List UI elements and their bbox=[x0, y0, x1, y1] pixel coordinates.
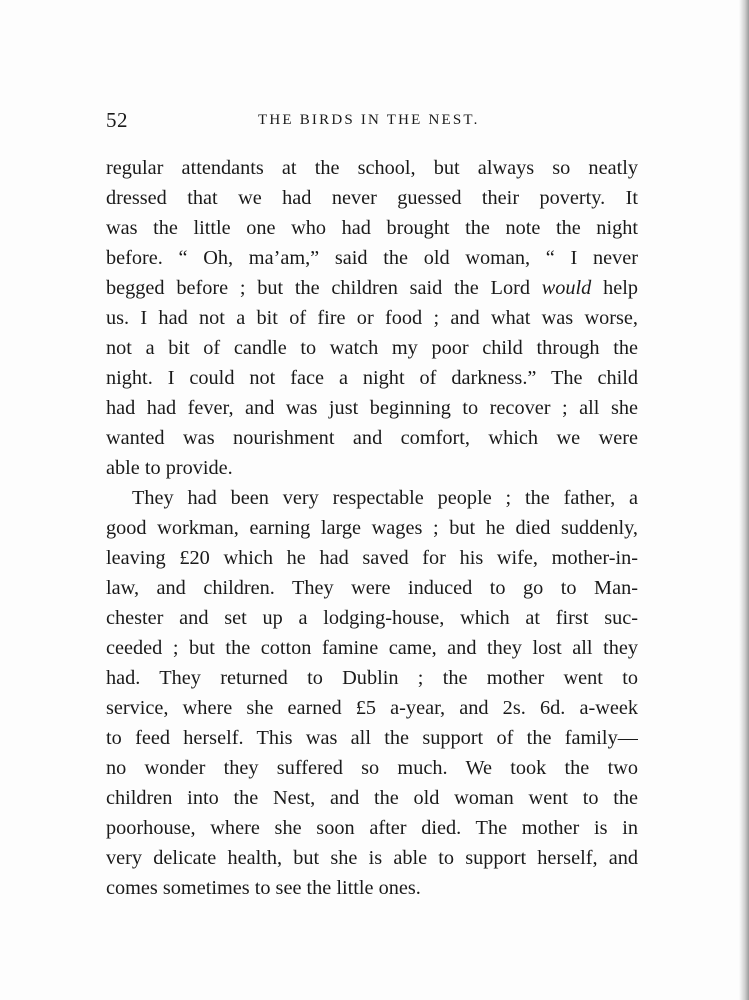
text-line: ceeded ; but the cotton famine came, and they lost all they bbox=[106, 637, 638, 659]
text-line: service, where she earned £5 a-year, and 2s. 6d. a-week bbox=[106, 697, 638, 719]
text-line: law, and children. They were induced to go to Man- bbox=[106, 577, 638, 599]
paragraph-end-line: comes sometimes to see the little ones. bbox=[106, 877, 421, 899]
text-line: not a bit of candle to watch my poor child through the bbox=[106, 337, 638, 359]
text-line: had had fever, and was just beginning to recover ; all she bbox=[106, 397, 638, 419]
text-line: was the little one who had brought the note the night bbox=[106, 217, 638, 239]
text-line: no wonder they suffered so much. We took the two bbox=[106, 757, 638, 779]
text-line: to feed herself. This was all the support of the family— bbox=[106, 727, 638, 749]
text-line: wanted was nourishment and comfort, which we were bbox=[106, 427, 638, 449]
body-text bbox=[106, 153, 638, 903]
text-line-with-emphasis bbox=[106, 273, 638, 303]
text-line: very delicate health, but she is able to support herself, and bbox=[106, 847, 638, 869]
text-line: regular attendants at the school, but always so neatly bbox=[106, 157, 638, 179]
running-title: THE BIRDS IN THE NEST. bbox=[258, 112, 480, 128]
paragraph-end-line: able to provide. bbox=[106, 457, 233, 479]
page-header bbox=[106, 108, 637, 138]
text-segment: help bbox=[591, 277, 638, 299]
page-number: 52 bbox=[106, 108, 128, 132]
text-line: had. They returned to Dublin ; the mother went to bbox=[106, 667, 638, 689]
text-line: before. “ Oh, ma’am,” said the old woman, “ I never bbox=[106, 247, 638, 269]
page-edge-shadow bbox=[739, 0, 749, 1000]
text-line: good workman, earning large wages ; but he died suddenly, bbox=[106, 517, 638, 539]
text-line: chester and set up a lodging-house, which at first suc- bbox=[106, 607, 638, 629]
text-segment: begged before ; but the children said the Lord bbox=[106, 277, 542, 299]
emphasized-word: would bbox=[541, 277, 592, 299]
text-line: poorhouse, where she soon after died. The mother is in bbox=[106, 817, 638, 839]
text-line: dressed that we had never guessed their poverty. It bbox=[106, 187, 638, 209]
text-line: children into the Nest, and the old woman went to the bbox=[106, 787, 638, 809]
text-line: night. I could not face a night of darkness.” The child bbox=[106, 367, 638, 389]
text-line: us. I had not a bit of fire or food ; and what was worse, bbox=[106, 307, 638, 329]
paragraph-start-line: They had been very respectable people ; the father, a bbox=[132, 487, 638, 509]
text-line: leaving £20 which he had saved for his wife, mother-in- bbox=[106, 547, 638, 569]
